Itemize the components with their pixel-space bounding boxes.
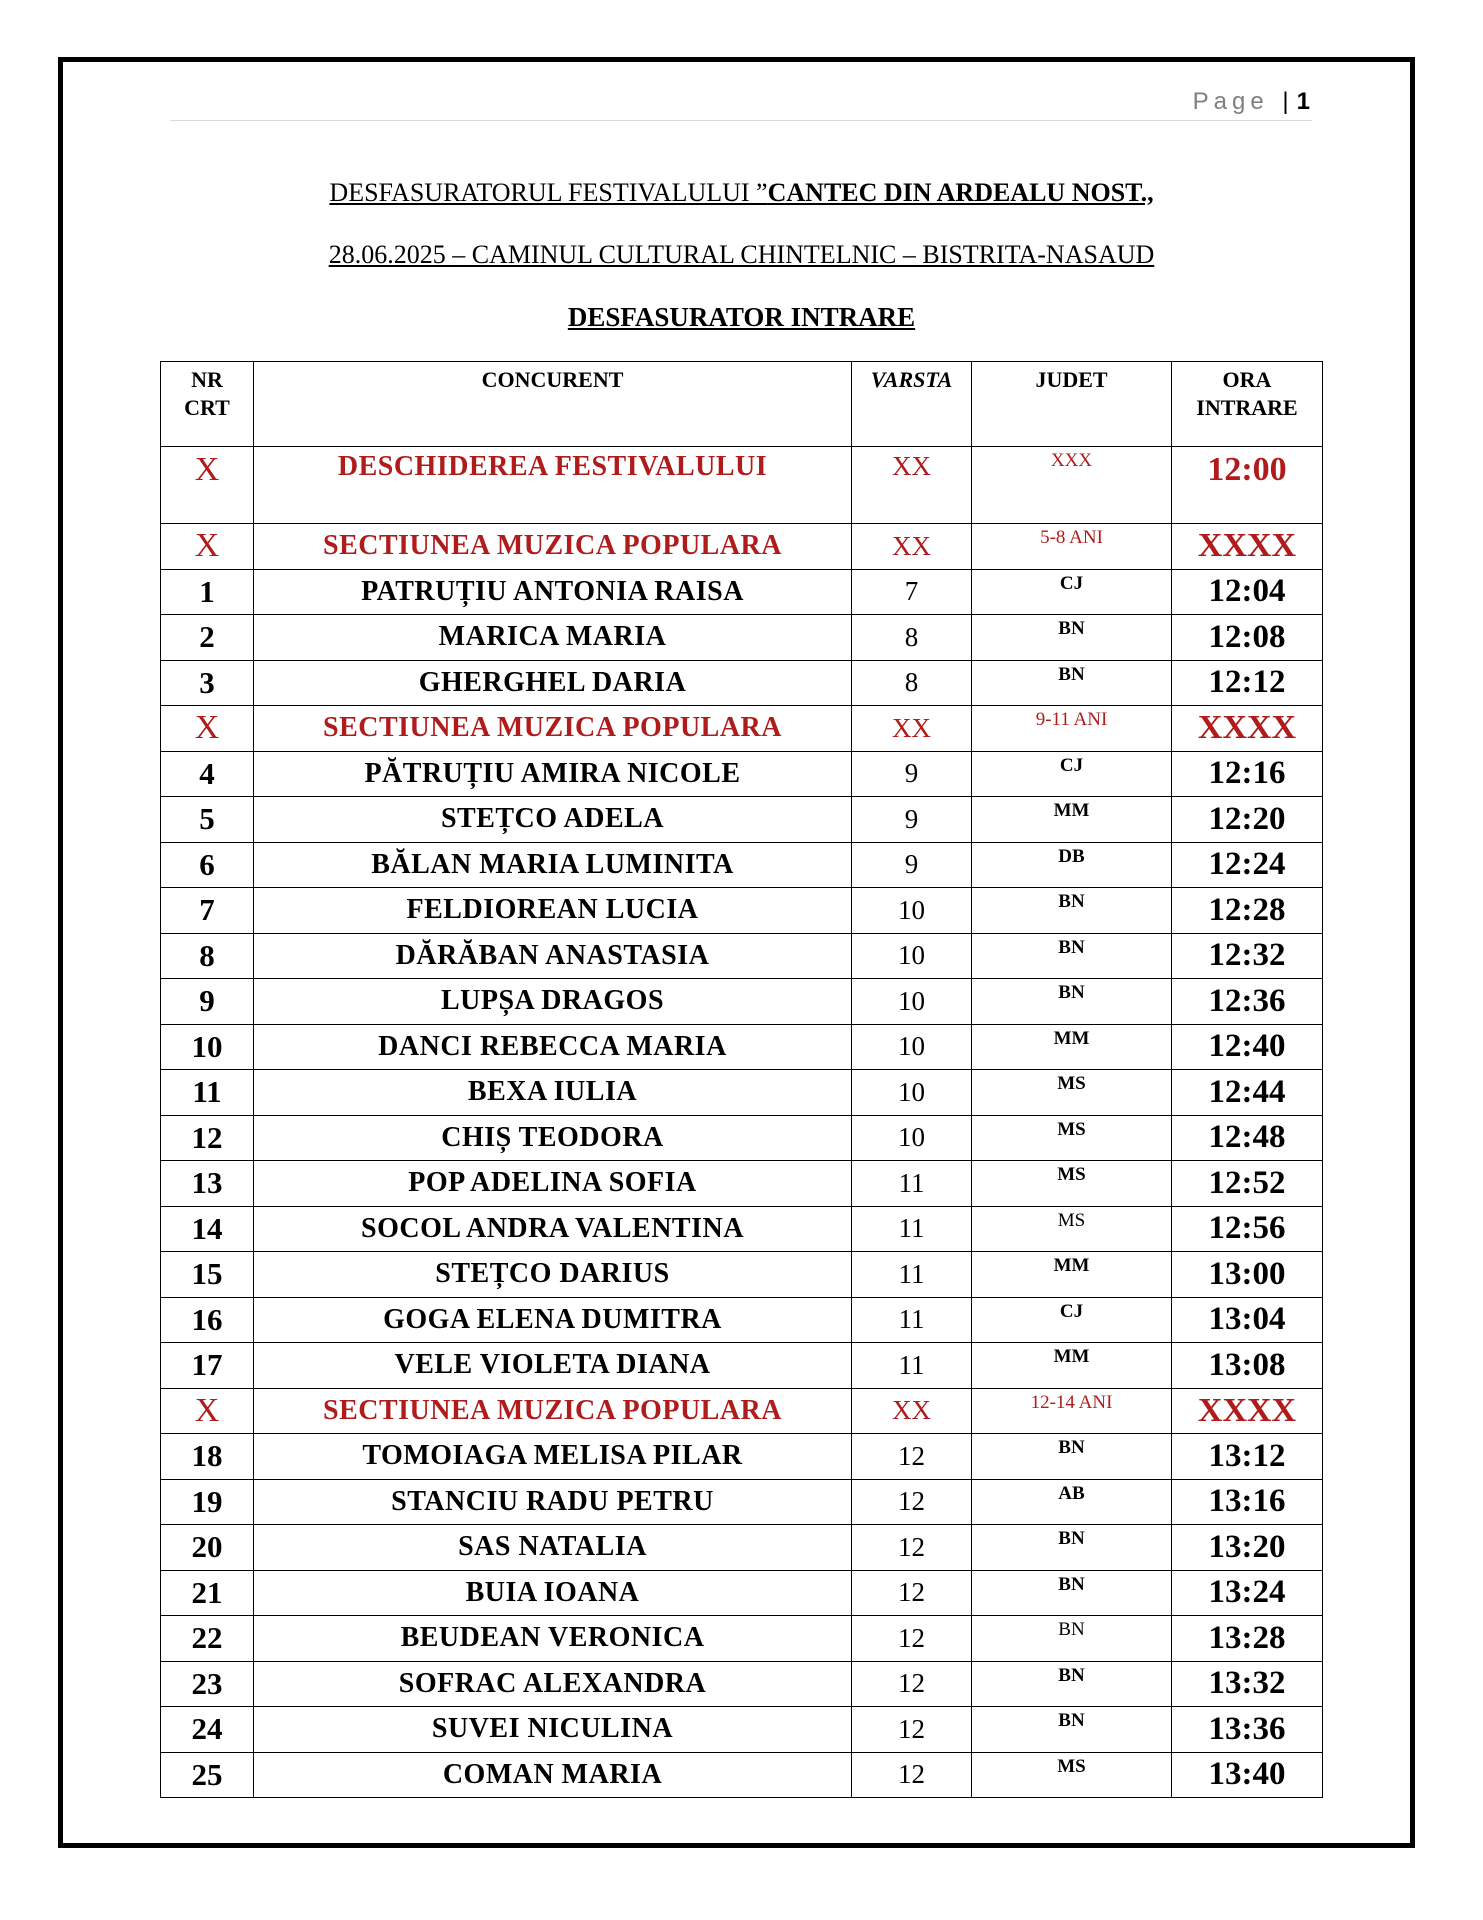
- table-row: [161, 1752, 1323, 1798]
- cell-varsta: 12: [852, 1707, 972, 1753]
- cell-varsta: 12: [852, 1434, 972, 1480]
- cell-concurent: BEXA IULIA: [254, 1070, 852, 1116]
- cell-ora: 12:24: [1172, 842, 1323, 888]
- table-row: [161, 933, 1323, 979]
- table-row: [161, 1024, 1323, 1070]
- table-row: [161, 1115, 1323, 1161]
- page-number: 1: [1296, 88, 1310, 115]
- col-header-varsta: VARSTA: [852, 362, 972, 447]
- cell-concurent: SECTIUNEA MUZICA POPULARA: [254, 1388, 852, 1434]
- table-row: [161, 1707, 1323, 1753]
- cell-varsta: 8: [852, 660, 972, 706]
- cell-nr: 5: [161, 797, 254, 843]
- cell-nr: 6: [161, 842, 254, 888]
- cell-judet: 12-14 ANI: [972, 1388, 1172, 1434]
- table-row: [161, 1525, 1323, 1571]
- cell-nr: 21: [161, 1570, 254, 1616]
- cell-judet: AB: [972, 1479, 1172, 1525]
- cell-concurent: STEȚCO ADELA: [254, 797, 852, 843]
- cell-varsta: 11: [852, 1297, 972, 1343]
- cell-varsta: 9: [852, 751, 972, 797]
- cell-judet: CJ: [972, 751, 1172, 797]
- cell-varsta: 12: [852, 1525, 972, 1571]
- cell-judet: BN: [972, 615, 1172, 661]
- cell-nr: X: [161, 524, 254, 570]
- header-divider: [170, 120, 1312, 121]
- cell-ora: 12:04: [1172, 569, 1323, 615]
- table-row: [161, 1479, 1323, 1525]
- cell-judet: BN: [972, 933, 1172, 979]
- cell-ora: 12:56: [1172, 1206, 1323, 1252]
- cell-judet: BN: [972, 1525, 1172, 1571]
- cell-concurent: DANCI REBECCA MARIA: [254, 1024, 852, 1070]
- cell-concurent: VELE VIOLETA DIANA: [254, 1343, 852, 1389]
- cell-concurent: BUIA IOANA: [254, 1570, 852, 1616]
- cell-ora: 12:36: [1172, 979, 1323, 1025]
- cell-nr: 23: [161, 1661, 254, 1707]
- table-row: [161, 797, 1323, 843]
- cell-varsta: 12: [852, 1661, 972, 1707]
- cell-judet: MS: [972, 1115, 1172, 1161]
- cell-ora: 12:52: [1172, 1161, 1323, 1207]
- cell-nr: 2: [161, 615, 254, 661]
- cell-varsta: 10: [852, 1024, 972, 1070]
- cell-concurent: PĂTRUȚIU AMIRA NICOLE: [254, 751, 852, 797]
- cell-nr: 10: [161, 1024, 254, 1070]
- festival-title-name: CANTEC DIN ARDEALU NOST.,: [767, 178, 1154, 207]
- page-number-header: [1193, 88, 1310, 116]
- table-row: [161, 888, 1323, 934]
- cell-judet: BN: [972, 660, 1172, 706]
- cell-ora: 12:16: [1172, 751, 1323, 797]
- table-row: [161, 979, 1323, 1025]
- cell-ora: 13:40: [1172, 1752, 1323, 1798]
- cell-judet: BN: [972, 1434, 1172, 1480]
- col-header-concurent: CONCURENT: [254, 362, 852, 447]
- cell-ora: 12:28: [1172, 888, 1323, 934]
- cell-concurent: GHERGHEL DARIA: [254, 660, 852, 706]
- cell-varsta: 12: [852, 1570, 972, 1616]
- cell-nr: 17: [161, 1343, 254, 1389]
- cell-ora: 12:44: [1172, 1070, 1323, 1116]
- cell-nr: 13: [161, 1161, 254, 1207]
- col-header-nr: NR CRT: [161, 362, 254, 447]
- cell-ora: 12:20: [1172, 797, 1323, 843]
- table-row: [161, 1570, 1323, 1616]
- cell-varsta: XX: [852, 1388, 972, 1434]
- cell-ora: 13:20: [1172, 1525, 1323, 1571]
- cell-nr: 3: [161, 660, 254, 706]
- section-row: [161, 1388, 1323, 1434]
- cell-ora: 12:08: [1172, 615, 1323, 661]
- table-row: [161, 1343, 1323, 1389]
- cell-judet: MS: [972, 1070, 1172, 1116]
- col-header-ora: ORA INTRARE: [1172, 362, 1323, 447]
- page-separator: |: [1282, 88, 1289, 115]
- lineup-table: [160, 361, 1323, 1798]
- cell-concurent: SECTIUNEA MUZICA POPULARA: [254, 706, 852, 752]
- cell-varsta: 10: [852, 1115, 972, 1161]
- cell-varsta: 12: [852, 1752, 972, 1798]
- cell-varsta: 11: [852, 1252, 972, 1298]
- cell-concurent: SUVEI NICULINA: [254, 1707, 852, 1753]
- section-row: [161, 706, 1323, 752]
- cell-nr: 15: [161, 1252, 254, 1298]
- cell-concurent: STANCIU RADU PETRU: [254, 1479, 852, 1525]
- cell-nr: 14: [161, 1206, 254, 1252]
- cell-ora: 12:00: [1172, 447, 1323, 524]
- cell-judet: BN: [972, 1616, 1172, 1662]
- cell-nr: 1: [161, 569, 254, 615]
- festival-title: [0, 178, 1483, 208]
- cell-varsta: 10: [852, 933, 972, 979]
- table-row: [161, 1070, 1323, 1116]
- cell-ora: 13:16: [1172, 1479, 1323, 1525]
- cell-ora: XXXX: [1172, 706, 1323, 752]
- cell-concurent: CHIȘ TEODORA: [254, 1115, 852, 1161]
- cell-ora: 12:40: [1172, 1024, 1323, 1070]
- cell-varsta: 10: [852, 888, 972, 934]
- cell-ora: XXXX: [1172, 524, 1323, 570]
- cell-varsta: 11: [852, 1206, 972, 1252]
- cell-judet: BN: [972, 1570, 1172, 1616]
- cell-nr: 18: [161, 1434, 254, 1480]
- table-row: [161, 1661, 1323, 1707]
- cell-concurent: MARICA MARIA: [254, 615, 852, 661]
- table-row: [161, 1616, 1323, 1662]
- cell-judet: CJ: [972, 1297, 1172, 1343]
- cell-varsta: XX: [852, 447, 972, 524]
- cell-nr: 19: [161, 1479, 254, 1525]
- cell-varsta: 11: [852, 1161, 972, 1207]
- cell-ora: 13:12: [1172, 1434, 1323, 1480]
- cell-concurent: SOFRAC ALEXANDRA: [254, 1661, 852, 1707]
- cell-judet: BN: [972, 1707, 1172, 1753]
- cell-ora: 12:32: [1172, 933, 1323, 979]
- table-row: [161, 1252, 1323, 1298]
- cell-judet: MS: [972, 1752, 1172, 1798]
- cell-judet: 5-8 ANI: [972, 524, 1172, 570]
- cell-judet: 9-11 ANI: [972, 706, 1172, 752]
- cell-varsta: 9: [852, 842, 972, 888]
- table-row: [161, 1206, 1323, 1252]
- table-row: [161, 842, 1323, 888]
- cell-nr: 4: [161, 751, 254, 797]
- cell-concurent: STEȚCO DARIUS: [254, 1252, 852, 1298]
- cell-concurent: FELDIOREAN LUCIA: [254, 888, 852, 934]
- cell-concurent: SAS NATALIA: [254, 1525, 852, 1571]
- cell-nr: 16: [161, 1297, 254, 1343]
- cell-nr: X: [161, 706, 254, 752]
- table-row: [161, 751, 1323, 797]
- cell-varsta: 11: [852, 1343, 972, 1389]
- cell-concurent: BĂLAN MARIA LUMINITA: [254, 842, 852, 888]
- cell-ora: 13:08: [1172, 1343, 1323, 1389]
- cell-varsta: XX: [852, 524, 972, 570]
- table-header-row: [161, 362, 1323, 447]
- cell-concurent: SOCOL ANDRA VALENTINA: [254, 1206, 852, 1252]
- cell-varsta: 9: [852, 797, 972, 843]
- cell-nr: 11: [161, 1070, 254, 1116]
- table-row: [161, 660, 1323, 706]
- table-row: [161, 1434, 1323, 1480]
- cell-ora: 13:24: [1172, 1570, 1323, 1616]
- cell-judet: XXX: [972, 447, 1172, 524]
- cell-judet: MM: [972, 1252, 1172, 1298]
- schedule-heading: DESFASURATOR INTRARE: [567, 302, 916, 332]
- cell-ora: XXXX: [1172, 1388, 1323, 1434]
- cell-judet: BN: [972, 888, 1172, 934]
- cell-ora: 12:12: [1172, 660, 1323, 706]
- cell-nr: 22: [161, 1616, 254, 1662]
- cell-judet: MS: [972, 1161, 1172, 1207]
- cell-ora: 12:48: [1172, 1115, 1323, 1161]
- cell-judet: MM: [972, 1024, 1172, 1070]
- cell-judet: BN: [972, 979, 1172, 1025]
- cell-nr: 7: [161, 888, 254, 934]
- table-row: [161, 615, 1323, 661]
- table-row: [161, 1161, 1323, 1207]
- cell-judet: CJ: [972, 569, 1172, 615]
- cell-judet: MM: [972, 797, 1172, 843]
- cell-nr: 12: [161, 1115, 254, 1161]
- cell-varsta: 7: [852, 569, 972, 615]
- cell-concurent: TOMOIAGA MELISA PILAR: [254, 1434, 852, 1480]
- festival-date-location: 28.06.2025 – CAMINUL CULTURAL CHINTELNIC – BISTRITA-NASAUD: [328, 240, 1155, 269]
- cell-judet: MS: [972, 1206, 1172, 1252]
- cell-ora: 13:32: [1172, 1661, 1323, 1707]
- opening-row: [161, 447, 1323, 524]
- section-row: [161, 524, 1323, 570]
- festival-title-prefix: DESFASURATORUL FESTIVALULUI ”: [329, 178, 768, 207]
- cell-concurent: LUPȘA DRAGOS: [254, 979, 852, 1025]
- cell-varsta: 12: [852, 1479, 972, 1525]
- cell-concurent: SECTIUNEA MUZICA POPULARA: [254, 524, 852, 570]
- cell-concurent: BEUDEAN VERONICA: [254, 1616, 852, 1662]
- cell-ora: 13:28: [1172, 1616, 1323, 1662]
- cell-ora: 13:00: [1172, 1252, 1323, 1298]
- cell-varsta: 10: [852, 979, 972, 1025]
- cell-nr: X: [161, 1388, 254, 1434]
- cell-varsta: 8: [852, 615, 972, 661]
- cell-nr: 24: [161, 1707, 254, 1753]
- cell-judet: DB: [972, 842, 1172, 888]
- page-word: Page: [1192, 88, 1269, 115]
- cell-concurent: GOGA ELENA DUMITRA: [254, 1297, 852, 1343]
- cell-varsta: 12: [852, 1616, 972, 1662]
- table-row: [161, 1297, 1323, 1343]
- cell-concurent: DESCHIDEREA FESTIVALULUI: [254, 447, 852, 524]
- table-row: [161, 569, 1323, 615]
- cell-judet: BN: [972, 1661, 1172, 1707]
- cell-concurent: POP ADELINA SOFIA: [254, 1161, 852, 1207]
- cell-nr: 8: [161, 933, 254, 979]
- cell-judet: MM: [972, 1343, 1172, 1389]
- cell-nr: 25: [161, 1752, 254, 1798]
- col-header-judet: JUDET: [972, 362, 1172, 447]
- cell-nr: X: [161, 447, 254, 524]
- cell-nr: 20: [161, 1525, 254, 1571]
- cell-ora: 13:36: [1172, 1707, 1323, 1753]
- cell-concurent: COMAN MARIA: [254, 1752, 852, 1798]
- cell-nr: 9: [161, 979, 254, 1025]
- cell-varsta: XX: [852, 706, 972, 752]
- cell-concurent: DĂRĂBAN ANASTASIA: [254, 933, 852, 979]
- cell-concurent: PATRUȚIU ANTONIA RAISA: [254, 569, 852, 615]
- cell-ora: 13:04: [1172, 1297, 1323, 1343]
- lineup-body: [161, 447, 1323, 1798]
- cell-varsta: 10: [852, 1070, 972, 1116]
